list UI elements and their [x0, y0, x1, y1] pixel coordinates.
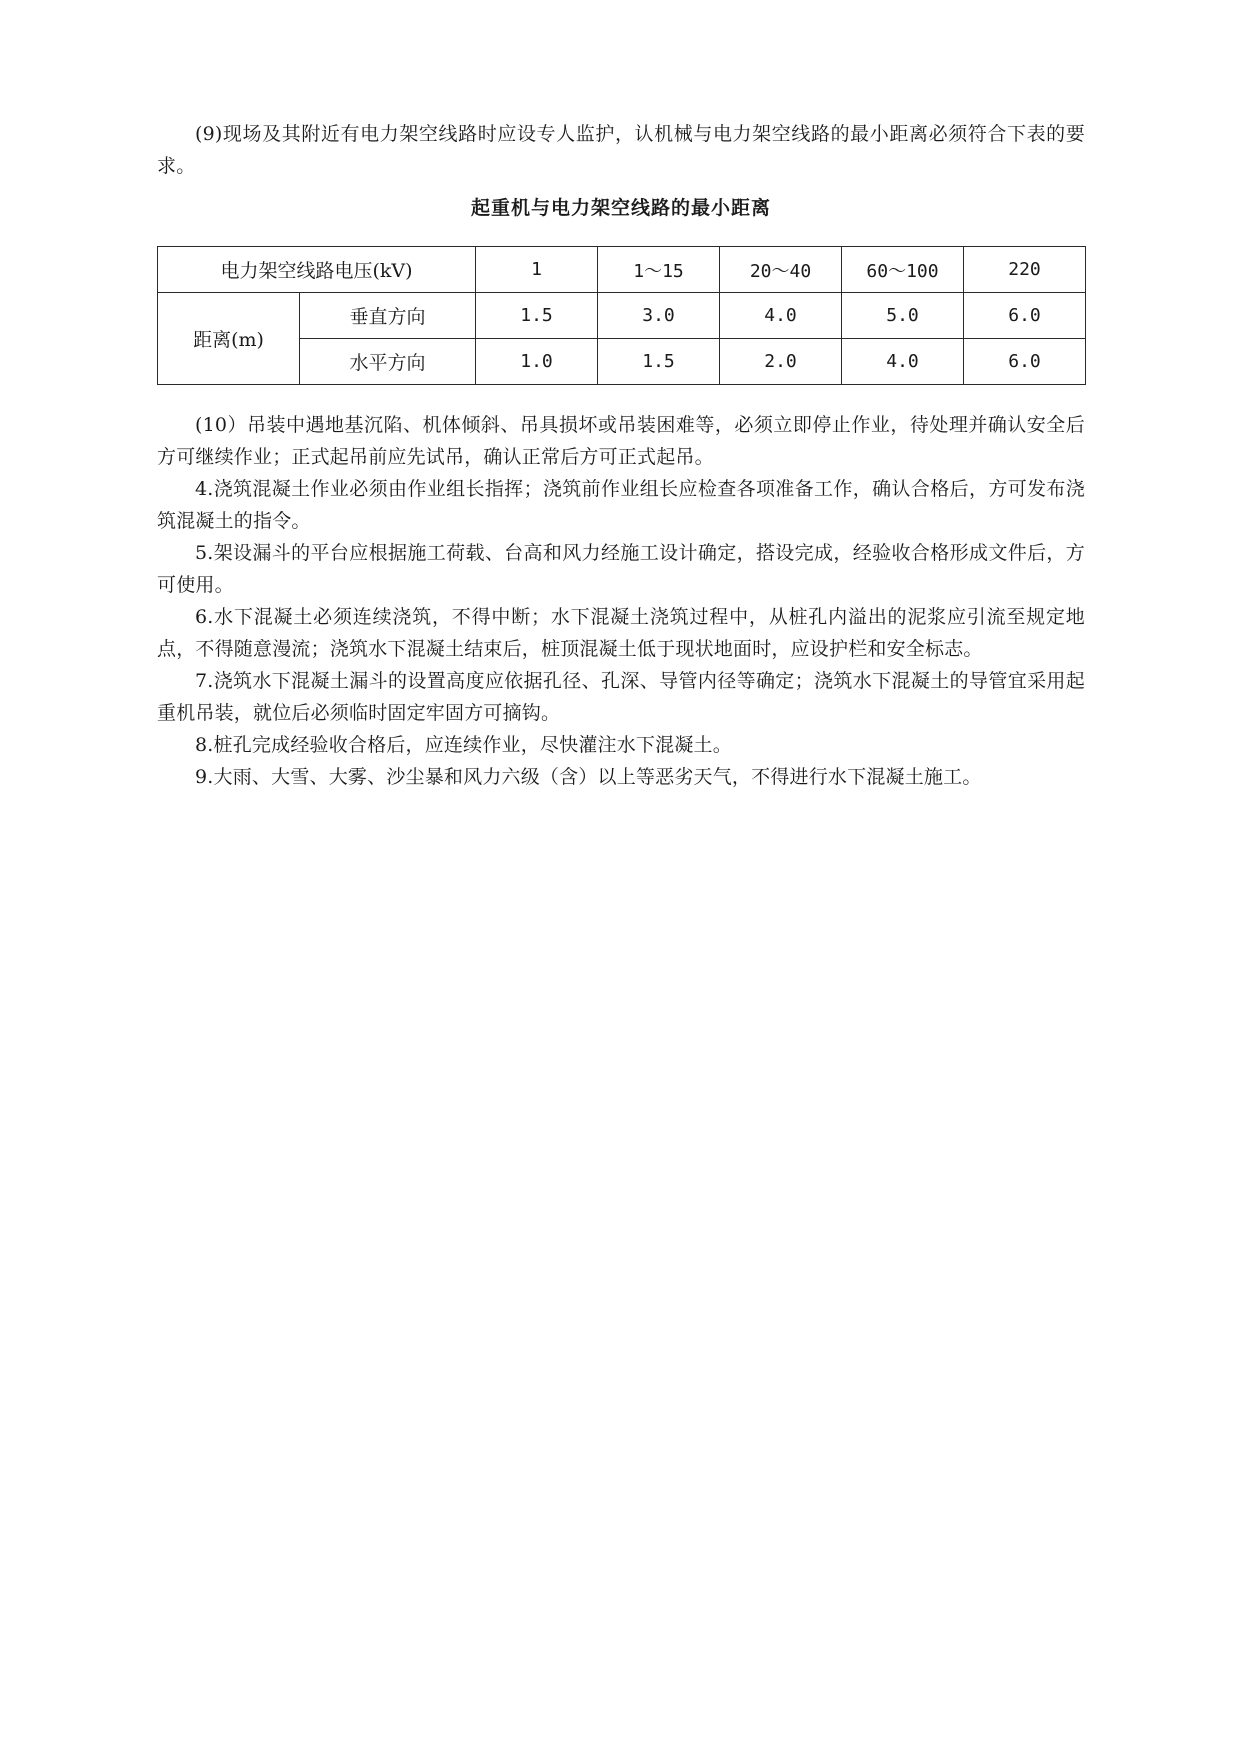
value-cell: 3.0 — [598, 293, 720, 339]
voltage-cell: 1～15 — [598, 247, 720, 293]
voltage-cell: 1 — [476, 247, 598, 293]
value-cell: 5.0 — [842, 293, 964, 339]
paragraph-item-7: 7.浇筑水下混凝土漏斗的设置高度应依据孔径、孔深、导管内径等确定；浇筑水下混凝土的导管宜采用起重机吊装，就位后必须临时固定牢固方可摘钩。 — [157, 670, 1085, 724]
voltage-cell: 20～40 — [720, 247, 842, 293]
row-label-cell: 垂直方向 — [300, 293, 476, 339]
body-paragraphs — [157, 409, 1085, 793]
value-cell: 1.5 — [598, 339, 720, 385]
paragraph-item-4: 4.浇筑混凝土作业必须由作业组长指挥；浇筑前作业组长应检查各项准备工作，确认合格后，方可发布浇筑混凝土的指令。 — [157, 478, 1085, 532]
distance-table — [157, 246, 1086, 385]
value-cell: 1.0 — [476, 339, 598, 385]
table-title: 起重机与电力架空线路的最小距离 — [470, 197, 771, 219]
voltage-header-cell: 电力架空线路电压(kV) — [158, 247, 476, 293]
value-cell: 4.0 — [842, 339, 964, 385]
paragraph-9: (9)现场及其附近有电力架空线路时应设专人监护，认机械与电力架空线路的最小距离必须符合下表的要求。 — [157, 123, 1085, 177]
value-cell: 6.0 — [964, 339, 1086, 385]
distance-label-cell: 距离(m) — [158, 293, 300, 385]
value-cell: 6.0 — [964, 293, 1086, 339]
voltage-cell: 60～100 — [842, 247, 964, 293]
paragraph-10: (10）吊装中遇地基沉陷、机体倾斜、吊具损坏或吊装困难等，必须立即停止作业，待处理并确认安全后方可继续作业；正式起吊前应先试吊，确认正常后方可正式起吊。 — [157, 414, 1085, 468]
paragraph-item-5: 5.架设漏斗的平台应根据施工荷载、台高和风力经施工设计确定，搭设完成，经验收合格形成文件后，方可使用。 — [157, 542, 1085, 596]
paragraph-item-8: 8.桩孔完成经验收合格后，应连续作业，尽快灌注水下混凝土。 — [195, 734, 732, 756]
paragraph-item-6: 6.水下混凝土必须连续浇筑，不得中断；水下混凝土浇筑过程中，从桩孔内溢出的泥浆应引流至规定地点，不得随意漫流；浇筑水下混凝土结束后，桩顶混凝土低于现状地面时，应设护栏和安全标志。 — [157, 606, 1085, 660]
table-row-vertical — [158, 293, 1086, 339]
voltage-cell: 220 — [964, 247, 1086, 293]
value-cell: 4.0 — [720, 293, 842, 339]
value-cell: 2.0 — [720, 339, 842, 385]
paragraph-item-9: 9.大雨、大雪、大雾、沙尘暴和风力六级（含）以上等恶劣天气，不得进行水下混凝土施工。 — [195, 766, 982, 788]
value-cell: 1.5 — [476, 293, 598, 339]
document-content — [157, 118, 1085, 793]
row-label-cell: 水平方向 — [300, 339, 476, 385]
table-header-row — [158, 247, 1086, 293]
